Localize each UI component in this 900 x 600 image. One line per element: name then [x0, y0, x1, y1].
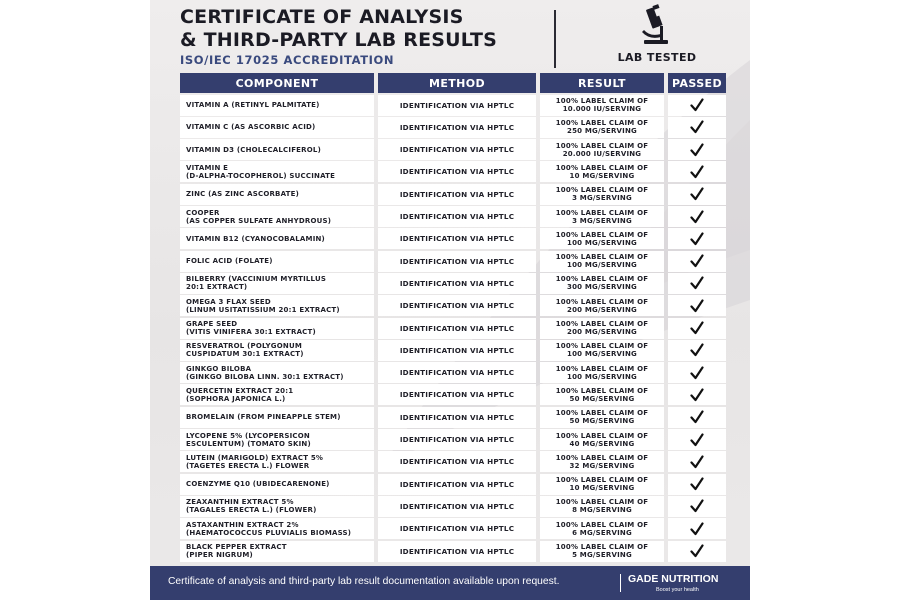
component-line: LYCOPENE 5% (LYCOPERSICON	[186, 431, 310, 440]
component-line: LUTEIN (MARIGOLD) EXTRACT 5%	[186, 453, 324, 462]
result-line: 100% LABEL CLAIM OF	[555, 453, 649, 462]
passed-cell	[668, 228, 726, 249]
table-row	[150, 540, 750, 562]
result-cell	[540, 429, 664, 450]
checkmark-icon	[690, 366, 704, 380]
result-cell	[540, 340, 664, 361]
table-row	[150, 339, 750, 361]
result-line: 100% LABEL CLAIM OF	[555, 230, 649, 239]
result-cell	[540, 273, 664, 294]
component-cell	[180, 161, 374, 182]
header-divider	[554, 10, 556, 68]
result-line: 10 MG/SERVING	[569, 171, 635, 180]
checkmark-icon	[690, 499, 704, 513]
component-line: VITAMIN D3 (CHOLECALCIFEROL)	[186, 145, 321, 154]
component-cell	[180, 318, 374, 339]
result-line: 100% LABEL CLAIM OF	[555, 163, 649, 172]
passed-cell	[668, 407, 726, 428]
brand-logo: GADE NUTRITION	[628, 573, 719, 585]
result-line: 100% LABEL CLAIM OF	[555, 543, 649, 552]
result-line: 6 MG/SERVING	[572, 528, 632, 537]
result-line: 100 MG/SERVING	[567, 238, 637, 247]
method-cell: IDENTIFICATION VIA HPTLC	[378, 161, 536, 182]
table-row	[150, 250, 750, 272]
passed-cell	[668, 117, 726, 138]
method-cell: IDENTIFICATION VIA HPTLC	[378, 451, 536, 472]
component-cell	[180, 139, 374, 160]
result-line: 100% LABEL CLAIM OF	[555, 520, 649, 529]
component-line: VITAMIN E	[186, 163, 229, 172]
result-cell	[540, 117, 664, 138]
passed-cell	[668, 95, 726, 116]
method-cell: IDENTIFICATION VIA HPTLC	[378, 228, 536, 249]
brand-tagline: Boost your health	[656, 587, 699, 593]
column-header-component: COMPONENT	[180, 73, 374, 93]
component-line: RESVERATROL (POLYGONUM	[186, 342, 303, 351]
method-cell: IDENTIFICATION VIA HPTLC	[378, 541, 536, 562]
microscope-icon	[640, 4, 670, 48]
checkmark-icon	[690, 477, 704, 491]
title-line-1: CERTIFICATE OF ANALYSIS	[180, 6, 464, 28]
lab-tested-label: LAB TESTED	[617, 51, 697, 64]
passed-cell	[668, 184, 726, 205]
table-row	[150, 161, 750, 183]
component-line: (HAEMATOCOCCUS PLUVIALIS BIOMASS)	[186, 528, 352, 537]
method-cell: IDENTIFICATION VIA HPTLC	[378, 384, 536, 405]
result-line: 50 MG/SERVING	[569, 394, 635, 403]
component-line: OMEGA 3 FLAX SEED	[186, 297, 271, 306]
accreditation-subtitle: ISO/IEC 17025 ACCREDITATION	[180, 53, 395, 67]
component-line: (AS COPPER SULFATE ANHYDROUS)	[186, 216, 332, 225]
component-cell	[180, 184, 374, 205]
component-cell	[180, 496, 374, 517]
result-cell	[540, 206, 664, 227]
component-line: QUERCETIN EXTRACT 20:1	[186, 386, 294, 395]
method-cell: IDENTIFICATION VIA HPTLC	[378, 273, 536, 294]
result-line: 100% LABEL CLAIM OF	[555, 186, 649, 195]
footer-note: Certificate of analysis and third-party lab result documentation available upon request.	[168, 576, 560, 587]
component-line: VITAMIN C (AS ASCORBIC ACID)	[186, 123, 316, 132]
component-line: COENZYME Q10 (UBIDECARENONE)	[186, 480, 330, 489]
result-line: 100% LABEL CLAIM OF	[555, 119, 649, 128]
checkmark-icon	[690, 232, 704, 246]
passed-cell	[668, 340, 726, 361]
certificate-card	[150, 0, 750, 600]
passed-cell	[668, 251, 726, 272]
result-line: 100% LABEL CLAIM OF	[555, 320, 649, 329]
result-line: 8 MG/SERVING	[572, 506, 632, 515]
result-line: 100% LABEL CLAIM OF	[555, 342, 649, 351]
component-cell	[180, 295, 374, 316]
result-cell	[540, 518, 664, 539]
result-line: 100% LABEL CLAIM OF	[555, 409, 649, 418]
result-cell	[540, 251, 664, 272]
table-row	[150, 183, 750, 205]
component-line: FOLIC ACID (FOLATE)	[186, 257, 273, 266]
checkmark-icon	[690, 544, 704, 558]
component-cell	[180, 362, 374, 383]
passed-cell	[668, 318, 726, 339]
component-cell	[180, 228, 374, 249]
component-cell	[180, 429, 374, 450]
result-line: 5 MG/SERVING	[572, 551, 632, 560]
component-line: (D-ALPHA-TOCOPHEROL) SUCCINATE	[186, 171, 336, 180]
table-row	[150, 317, 750, 339]
checkmark-icon	[690, 187, 704, 201]
column-header-passed: PASSED	[668, 73, 726, 93]
result-line: 100 MG/SERVING	[567, 350, 637, 359]
table-row	[150, 116, 750, 138]
component-line: (VITIS VINIFERA 30:1 EXTRACT)	[186, 328, 316, 337]
table-row	[150, 139, 750, 161]
method-cell: IDENTIFICATION VIA HPTLC	[378, 295, 536, 316]
column-header-result: RESULT	[540, 73, 664, 93]
result-cell	[540, 139, 664, 160]
checkmark-icon	[690, 276, 704, 290]
checkmark-icon	[690, 98, 704, 112]
table-row	[150, 495, 750, 517]
passed-cell	[668, 139, 726, 160]
result-line: 100% LABEL CLAIM OF	[555, 297, 649, 306]
footer-bar	[150, 566, 750, 600]
method-cell: IDENTIFICATION VIA HPTLC	[378, 474, 536, 495]
result-line: 10 MG/SERVING	[569, 484, 635, 493]
table-row	[150, 94, 750, 116]
column-header-method: METHOD	[378, 73, 536, 93]
result-cell	[540, 541, 664, 562]
component-cell	[180, 474, 374, 495]
checkmark-icon	[690, 388, 704, 402]
result-cell	[540, 161, 664, 182]
passed-cell	[668, 451, 726, 472]
passed-cell	[668, 474, 726, 495]
checkmark-icon	[690, 254, 704, 268]
result-cell	[540, 95, 664, 116]
component-cell	[180, 95, 374, 116]
passed-cell	[668, 206, 726, 227]
result-cell	[540, 362, 664, 383]
component-line: (SOPHORA JAPONICA L.)	[186, 394, 286, 403]
result-line: 200 MG/SERVING	[567, 305, 637, 314]
component-cell	[180, 117, 374, 138]
passed-cell	[668, 541, 726, 562]
checkmark-icon	[690, 343, 704, 357]
passed-cell	[668, 362, 726, 383]
result-cell	[540, 496, 664, 517]
component-line: (TAGETES ERECTA L.) FLOWER	[186, 461, 310, 470]
result-line: 3 MG/SERVING	[572, 216, 632, 225]
passed-cell	[668, 161, 726, 182]
table-row	[150, 272, 750, 294]
result-line: 100% LABEL CLAIM OF	[555, 141, 649, 150]
method-cell: IDENTIFICATION VIA HPTLC	[378, 206, 536, 227]
table-row	[150, 406, 750, 428]
checkmark-icon	[690, 410, 704, 424]
method-cell: IDENTIFICATION VIA HPTLC	[378, 362, 536, 383]
result-line: 100% LABEL CLAIM OF	[555, 386, 649, 395]
table-row	[150, 451, 750, 473]
component-line: CUSPIDATUM 30:1 EXTRACT)	[186, 350, 304, 359]
method-cell: IDENTIFICATION VIA HPTLC	[378, 318, 536, 339]
method-cell: IDENTIFICATION VIA HPTLC	[378, 340, 536, 361]
table-row	[150, 473, 750, 495]
table-row	[150, 362, 750, 384]
component-line: ZEAXANTHIN EXTRACT 5%	[186, 498, 294, 507]
checkmark-icon	[690, 165, 704, 179]
checkmark-icon	[690, 321, 704, 335]
method-cell: IDENTIFICATION VIA HPTLC	[378, 95, 536, 116]
footer-divider	[620, 574, 621, 592]
result-cell	[540, 407, 664, 428]
result-line: 20.000 IU/SERVING	[562, 149, 642, 158]
component-line: ZINC (AS ZINC ASCORBATE)	[186, 190, 300, 199]
checkmark-icon	[690, 522, 704, 536]
component-line: (LINUM USITATISSIUM 20:1 EXTRACT)	[186, 305, 340, 314]
component-cell	[180, 340, 374, 361]
result-line: 100 MG/SERVING	[567, 261, 637, 270]
component-line: BROMELAIN (FROM PINEAPPLE STEM)	[186, 413, 341, 422]
result-line: 100% LABEL CLAIM OF	[555, 208, 649, 217]
result-cell	[540, 184, 664, 205]
component-line: BLACK PEPPER EXTRACT	[186, 543, 287, 552]
result-line: 100% LABEL CLAIM OF	[555, 498, 649, 507]
component-cell	[180, 541, 374, 562]
component-cell	[180, 384, 374, 405]
method-cell: IDENTIFICATION VIA HPTLC	[378, 251, 536, 272]
passed-cell	[668, 273, 726, 294]
result-cell	[540, 295, 664, 316]
table-row	[150, 518, 750, 540]
passed-cell	[668, 384, 726, 405]
result-line: 200 MG/SERVING	[567, 328, 637, 337]
component-line: VITAMIN B12 (CYANOCOBALAMIN)	[186, 234, 325, 243]
table-row	[150, 428, 750, 450]
result-line: 100 MG/SERVING	[567, 372, 637, 381]
method-cell: IDENTIFICATION VIA HPTLC	[378, 496, 536, 517]
passed-cell	[668, 518, 726, 539]
title-line-2: & THIRD-PARTY LAB RESULTS	[180, 29, 497, 51]
result-cell	[540, 228, 664, 249]
checkmark-icon	[690, 433, 704, 447]
checkmark-icon	[690, 210, 704, 224]
component-line: VITAMIN A (RETINYL PALMITATE)	[186, 101, 320, 110]
result-cell	[540, 451, 664, 472]
results-table	[150, 94, 750, 562]
method-cell: IDENTIFICATION VIA HPTLC	[378, 429, 536, 450]
checkmark-icon	[690, 299, 704, 313]
component-line: (GINKGO BILOBA LINN. 30:1 EXTRACT)	[186, 372, 344, 381]
component-cell	[180, 518, 374, 539]
method-cell: IDENTIFICATION VIA HPTLC	[378, 184, 536, 205]
component-line: BILBERRY (VACCINIUM MYRTILLUS	[186, 275, 327, 284]
result-line: 100% LABEL CLAIM OF	[555, 97, 649, 106]
result-cell	[540, 474, 664, 495]
result-line: 3 MG/SERVING	[572, 194, 632, 203]
component-line: (TAGALES ERECTA L.) (FLOWER)	[186, 506, 317, 515]
result-line: 10.000 IU/SERVING	[562, 105, 642, 114]
result-cell	[540, 318, 664, 339]
component-line: COOPER	[186, 208, 220, 217]
table-row	[150, 384, 750, 406]
component-cell	[180, 407, 374, 428]
component-cell	[180, 206, 374, 227]
page-title	[180, 6, 497, 52]
result-line: 32 MG/SERVING	[569, 461, 635, 470]
component-line: GRAPE SEED	[186, 320, 238, 329]
checkmark-icon	[690, 455, 704, 469]
table-row	[150, 295, 750, 317]
checkmark-icon	[690, 143, 704, 157]
result-line: 100% LABEL CLAIM OF	[555, 275, 649, 284]
result-line: 100% LABEL CLAIM OF	[555, 476, 649, 485]
passed-cell	[668, 496, 726, 517]
component-line: ASTAXANTHIN EXTRACT 2%	[186, 520, 299, 529]
result-cell	[540, 384, 664, 405]
method-cell: IDENTIFICATION VIA HPTLC	[378, 518, 536, 539]
component-line: GINKGO BILOBA	[186, 364, 252, 373]
method-cell: IDENTIFICATION VIA HPTLC	[378, 407, 536, 428]
component-line: (PIPER NIGRUM)	[186, 551, 253, 560]
result-line: 100% LABEL CLAIM OF	[555, 253, 649, 262]
component-line: 20:1 EXTRACT)	[186, 283, 248, 292]
table-row	[150, 205, 750, 227]
method-cell: IDENTIFICATION VIA HPTLC	[378, 139, 536, 160]
passed-cell	[668, 429, 726, 450]
component-cell	[180, 273, 374, 294]
result-line: 50 MG/SERVING	[569, 417, 635, 426]
component-cell	[180, 251, 374, 272]
result-line: 300 MG/SERVING	[567, 283, 637, 292]
method-cell: IDENTIFICATION VIA HPTLC	[378, 117, 536, 138]
result-line: 250 MG/SERVING	[567, 127, 637, 136]
checkmark-icon	[690, 120, 704, 134]
result-line: 100% LABEL CLAIM OF	[555, 364, 649, 373]
result-line: 100% LABEL CLAIM OF	[555, 431, 649, 440]
result-line: 40 MG/SERVING	[569, 439, 635, 448]
component-line: ESCULENTUM) (TOMATO SKIN)	[186, 439, 311, 448]
passed-cell	[668, 295, 726, 316]
table-row	[150, 228, 750, 250]
component-cell	[180, 451, 374, 472]
